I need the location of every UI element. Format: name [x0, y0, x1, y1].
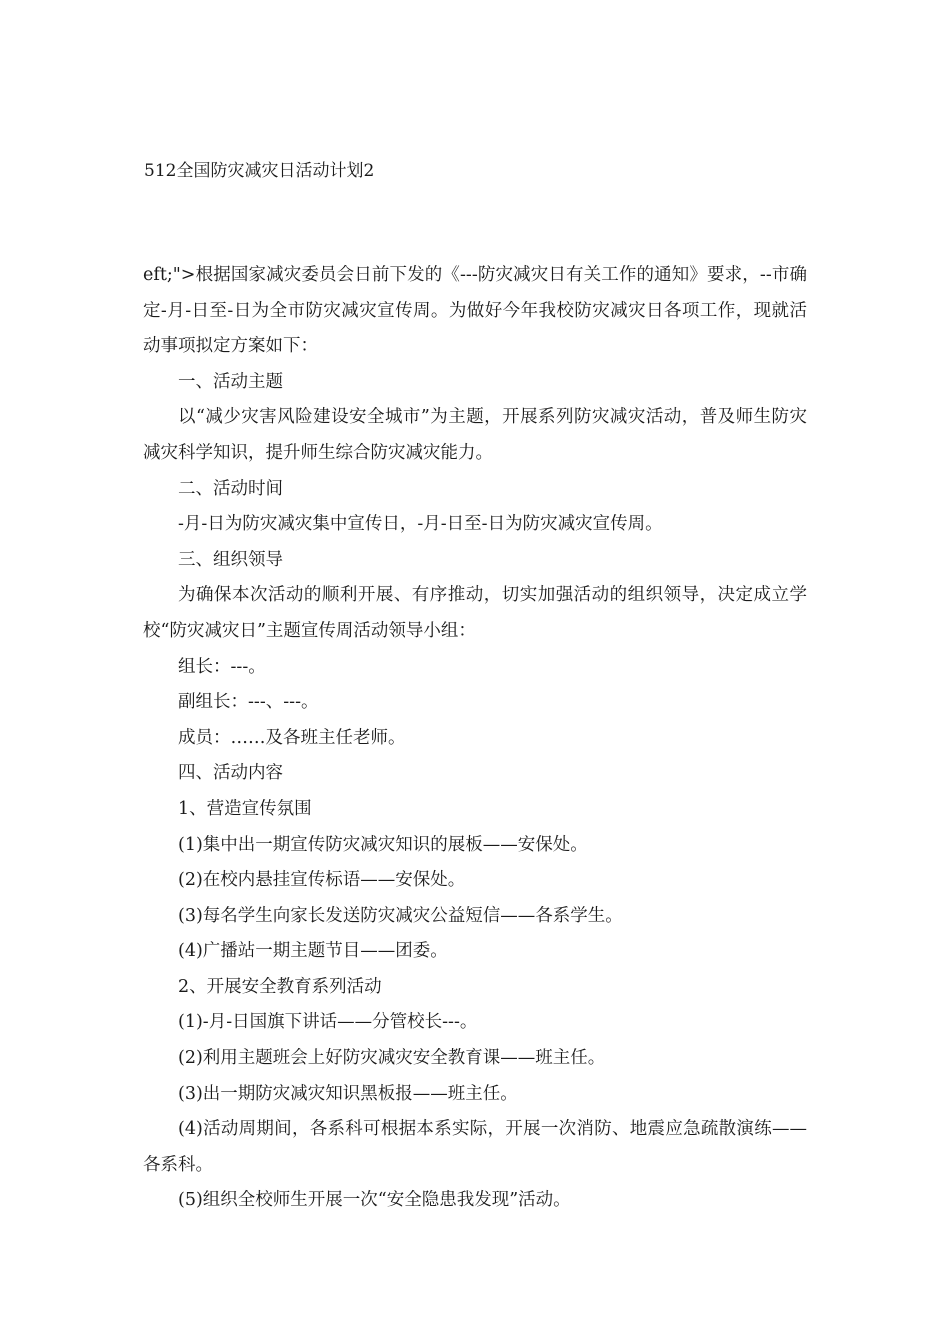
- list-item-deputy-leader: 副组长：---、---。: [178, 692, 319, 713]
- list-item-leader: 组长：---。: [178, 656, 266, 677]
- list-item: (2)在校内悬挂宣传标语——安保处。: [178, 870, 466, 891]
- list-item: (3)每名学生向家长发送防灾减灾公益短信——各系学生。: [178, 905, 623, 926]
- subsection-heading-education: 2、开展安全教育系列活动: [178, 976, 382, 997]
- paragraph-theme: 以“减少灾害风险建设安全城市”为主题，开展系列防灾减灾活动，普及师生防灾减灾科学知识，提升师生综合防灾减灾能力。: [143, 407, 807, 463]
- subsection-heading-atmosphere: 1、营造宣传氛围: [178, 798, 312, 819]
- list-item: (4)活动周期间，各系科可根据本系实际，开展一次消防、地震应急疏散演练——各系科。: [143, 1119, 807, 1175]
- list-item: (1)-月-日国旗下讲话——分管校长---。: [178, 1012, 478, 1033]
- section-heading-time: 二、活动时间: [178, 478, 283, 499]
- list-item-members: 成员：……及各班主任老师。: [178, 727, 406, 748]
- list-item: (2)利用主题班会上好防灾减灾安全教育课——班主任。: [178, 1048, 606, 1069]
- list-item: (4)广播站一期主题节目——团委。: [178, 941, 448, 962]
- section-heading-content: 四、活动内容: [178, 763, 283, 784]
- document-body: [143, 258, 807, 1219]
- paragraph-intro: eft;">根据国家减灾委员会日前下发的《---防灾减灾日有关工作的通知》要求，--市确定-月-日至-日为全市防灾减灾宣传周。为做好今年我校防灾减灾日各项工作，现就活动事项拟定方案如下：: [143, 265, 807, 357]
- list-item: (1)集中出一期宣传防灾减灾知识的展板——安保处。: [178, 834, 588, 855]
- section-heading-theme: 一、活动主题: [178, 371, 283, 392]
- document-title: 512全国防灾减灾日活动计划2: [144, 161, 375, 181]
- section-heading-leadership: 三、组织领导: [178, 549, 283, 570]
- paragraph-time: -月-日为防灾减灾集中宣传日，-月-日至-日为防灾减灾宣传周。: [178, 514, 663, 535]
- paragraph-leadership: 为确保本次活动的顺利开展、有序推动，切实加强活动的组织领导，决定成立学校“防灾减灾日”主题宣传周活动领导小组：: [143, 585, 807, 641]
- list-item: (3)出一期防灾减灾知识黑板报——班主任。: [178, 1083, 518, 1104]
- list-item: (5)组织全校师生开展一次“安全隐患我发现”活动。: [178, 1190, 571, 1211]
